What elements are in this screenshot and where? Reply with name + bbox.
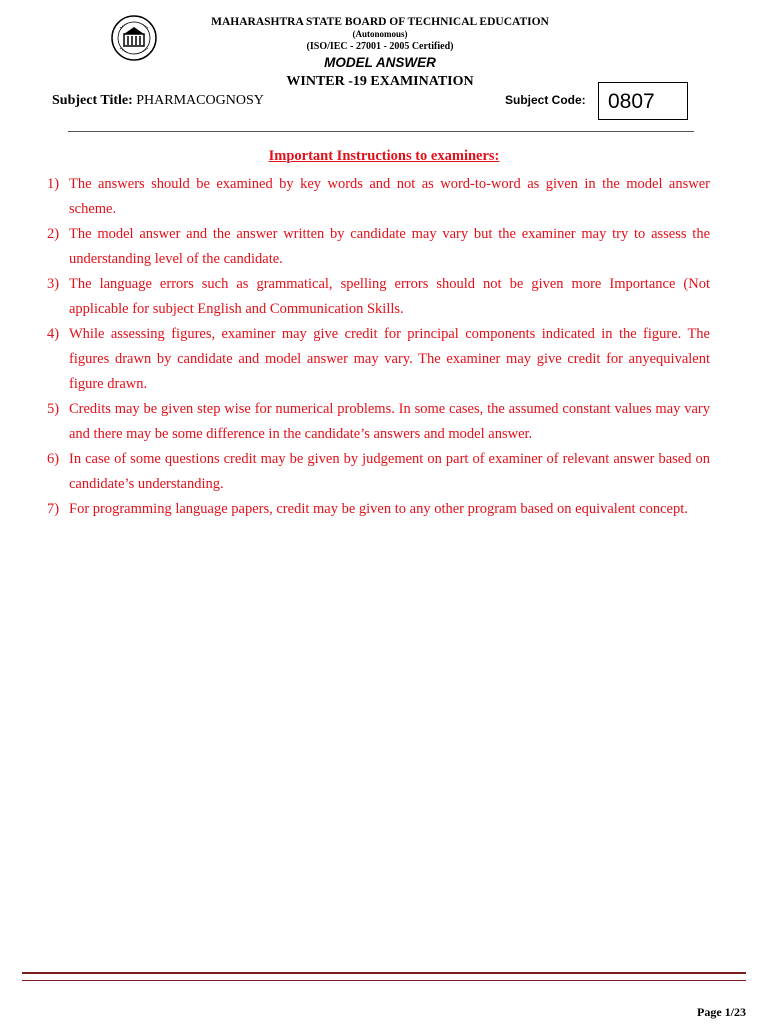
instruction-item: [40, 222, 710, 272]
instruction-item: [40, 272, 710, 322]
instruction-item: [40, 172, 710, 222]
subject-title-value: PHARMACOGNOSY: [136, 93, 264, 108]
instruction-item: [40, 397, 710, 447]
instruction-number: 5): [47, 401, 60, 417]
instructions-heading: Important Instructions to examiners:: [268, 148, 500, 164]
instruction-text: The model answer and the answer written by candidate may vary but the examiner may try to assess the understanding level of the candidate.: [69, 226, 710, 267]
subject-code-label: Subject Code:: [505, 93, 586, 107]
instruction-number: 6): [47, 451, 60, 467]
instruction-number: 1): [47, 176, 60, 192]
instruction-text: For programming language papers, credit may be given to any other program based on equivalent concept.: [69, 501, 688, 517]
instruction-number: 3): [47, 276, 60, 292]
instruction-item: [40, 322, 710, 397]
msbte-logo-icon: [110, 14, 158, 62]
header-divider: [68, 131, 694, 132]
instructions-list: [40, 172, 710, 522]
instruction-text: In case of some questions credit may be given by judgement on part of examiner of relevant answer based on candidate’s understanding.: [69, 451, 710, 492]
instruction-item: [40, 497, 710, 522]
page-number: Page 1/23: [697, 1005, 746, 1019]
subject-title: [52, 93, 264, 109]
instruction-number: 4): [47, 326, 60, 342]
org-autonomous: (Autonomous): [352, 29, 408, 39]
subject-code-box: 0807: [598, 82, 688, 120]
instruction-text: The language errors such as grammatical, spelling errors should not be given more Importance (Not applicable for subject English and Communication Skills.: [69, 276, 710, 317]
exam-title: WINTER -19 EXAMINATION: [286, 74, 474, 89]
instruction-text: The answers should be examined by key words and not as word-to-word as given in the model answer scheme.: [69, 176, 710, 217]
model-answer-title: MODEL ANSWER: [324, 55, 436, 70]
instruction-text: While assessing figures, examiner may give credit for principal components indicated in the figure. The figures drawn by candidate and model answer may vary. The examiner may give credit for anyequivalent figure drawn.: [69, 326, 710, 392]
subject-title-label: Subject Title:: [52, 93, 133, 108]
org-certification: (ISO/IEC - 27001 - 2005 Certified): [306, 41, 454, 52]
footer-divider: [22, 972, 746, 981]
instruction-text: Credits may be given step wise for numerical problems. In some cases, the assumed constant values may vary and there may be some difference in the candidate’s answers and model answer.: [69, 401, 710, 442]
org-name: MAHARASHTRA STATE BOARD OF TECHNICAL EDUCATION: [211, 16, 549, 28]
instruction-item: [40, 447, 710, 497]
instruction-number: 7): [47, 501, 60, 517]
instruction-number: 2): [47, 226, 60, 242]
